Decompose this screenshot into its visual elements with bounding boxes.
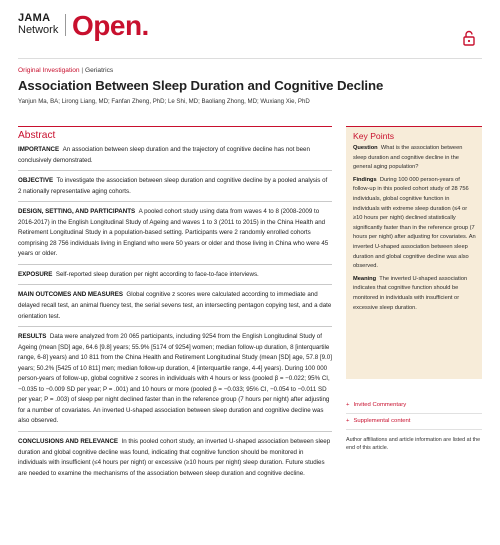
abstract-outcomes: MAIN OUTCOMES AND MEASURES Global cognitive z scores were calculated according to immediate and delayed recall test, an animal fluency test, the serial sevens test, an intersecting pentagon copying test, and a date orientation test. (18, 291, 332, 320)
section-separator: | (81, 67, 85, 74)
abstract-exposure: EXPOSURE Self-reported sleep duration per night according to face-to-face interviews. (18, 270, 259, 278)
abstract-body (18, 145, 332, 483)
abstract-divider (18, 431, 332, 432)
logo-divider (65, 14, 66, 36)
abstract-divider (18, 170, 332, 171)
plus-icon: + (346, 402, 350, 408)
abstract-importance: IMPORTANCE An association between sleep duration and the trajectory of cognitive decline has not been conclusively demonstrated. (18, 146, 310, 164)
invited-commentary-link[interactable]: + Invited Commentary (346, 398, 482, 414)
key-points-body (353, 144, 477, 316)
author-list: Yanjun Ma, BA; Lirong Liang, MD; Fanfan Zheng, PhD; Le Shi, MD; Baoliang Zhong, MD; Wuxiang Xie, PhD (18, 98, 310, 105)
logo-jama-text: JAMA (18, 12, 51, 24)
abstract-results: RESULTS Data were analyzed from 20 065 participants, including 9254 from the English Longitudinal Study of Ageing (mean [SD] age, 64.6 [9.8] years; 55.9% [5174 of 9254] women; median follow-up duration, 8 [interquartile range, 6-8] years) and 10 811 from the China Health and Retirement Longitudinal Study (mean [SD] age, 57.8 [9.0] years; 50.2% [5425 of 10 811] men; median follow-up duration, 4 [interquartile range, 4-4] years). During 100 000 person-years of follow-up, global cognitive z scores in individuals with 4 hours or less (pooled β = −0.022; 95% CI, −0.035 to −0.009 SD per year; P = .001) and 10 hours or more (pooled β = −0.033; 95% CI, −0.054 to −0.011 SD per year; P = .003) of sleep per night declined faster than in the reference group (7 hours per night) after adjusting for a number of covariates. An inverted U-shaped association between sleep duration and cognitive decline was also observed. (18, 333, 332, 425)
supplemental-content-link[interactable]: + Supplemental content (346, 414, 482, 430)
abstract-objective: OBJECTIVE To investigate the association between sleep duration and cognitive decline by a pooled analysis of 2 nationally representative aging cohorts. (18, 177, 328, 195)
abstract-divider (18, 201, 332, 202)
abstract-divider (18, 264, 332, 265)
abstract-design: DESIGN, SETTING, AND PARTICIPANTS A pooled cohort study using data from waves 4 to 8 (2008-2009 to 2016-2017) in the English Longitudinal Study of Ageing and waves 1 to 3 (2011 to 2015) in the China Health and Retirement Longitudinal Study in a population-based setting. Participants were 2 randomly enrolled cohorts comprising 28 756 individuals living in England who were 50 years or older and those living in China who were 45 years or older. (18, 208, 329, 258)
jama-network-open-logo[interactable] (18, 10, 149, 48)
abstract-header (18, 126, 332, 141)
affiliations-note: Author affiliations and article information are listed at the end of this article. (346, 437, 481, 452)
key-point-question: Question What is the association between sleep duration and cognitive decline in the general aging population? (353, 145, 463, 171)
key-point-meaning: Meaning The inverted U-shaped association indicates that cognitive function should be monitored in individuals with insufficient or excessive sleep duration. (353, 275, 468, 311)
plus-icon: + (346, 418, 350, 424)
abstract-heading: Abstract (18, 130, 56, 141)
logo-open-text: Open. (72, 10, 149, 41)
subsection-label[interactable]: Geriatrics (84, 67, 114, 74)
key-points-box (346, 126, 482, 379)
header-rule (18, 58, 482, 59)
logo-network-text: Network (18, 24, 59, 36)
journal-header (0, 0, 500, 56)
key-point-findings: Findings During 100 000 person-years of follow-up in this pooled cohort study of 28 756 individuals, global cognitive function in individuals with extreme sleep duration (≤4 or ≥10 hours per night) declined statistically significantly faster than in the reference group (7 hours per night) after adjusting for covariates. An inverted U-shaped association between sleep duration and global cognitive decline was also observed. (353, 176, 476, 270)
article-section (18, 66, 113, 75)
key-points-heading: Key Points (353, 131, 395, 141)
abstract-divider (18, 326, 332, 327)
abstract-divider (18, 284, 332, 285)
open-access-lock-icon (462, 30, 476, 46)
section-label[interactable]: Original Investigation (18, 67, 80, 74)
sidebar-links (346, 398, 482, 453)
abstract-conclusions: CONCLUSIONS AND RELEVANCE In this pooled cohort study, an inverted U-shaped association between sleep duration and global cognitive decline was found, indicating that cognitive function should be monitored in individuals with insufficient (≤4 hours per night) or excessive (≥10 hours per night) sleep duration. Future studies are needed to examine the mechanisms of the association between sleep duration and cognitive decline. (18, 438, 331, 477)
article-title: Association Between Sleep Duration and Cognitive Decline (18, 78, 384, 93)
